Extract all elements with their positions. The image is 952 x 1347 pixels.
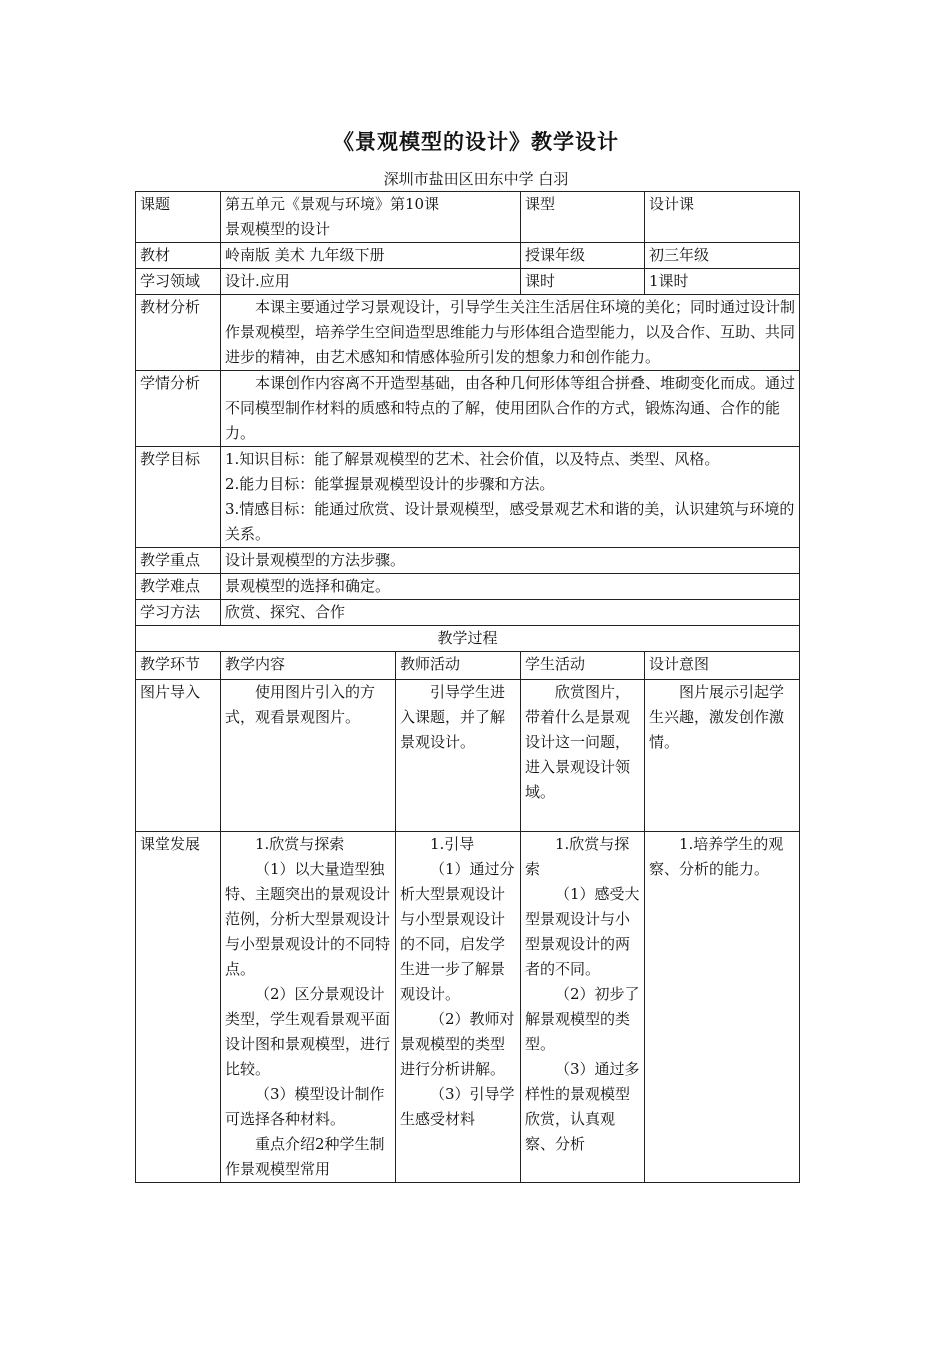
student-analysis-text: 本课创作内容离不开造型基础，由各种几何形体等组合拼叠、堆砌变化而成。通过不同模型制作材料的质感和特点的了解，使用团队合作的方式，锻炼沟通、合作的能力。 bbox=[221, 371, 800, 447]
textbook-analysis-label: 教材分析 bbox=[136, 295, 221, 371]
textbook-label: 教材 bbox=[136, 243, 221, 269]
teacher-paragraph: （1）通过分析大型景观设计与小型景观设计的不同，启发学生进一步了解景观设计。 bbox=[400, 860, 515, 1003]
goal-item: 2.能力目标：能掌握景观模型设计的步骤和方法。 bbox=[225, 475, 555, 493]
content-paragraph: 重点介绍2种学生制作景观模型常用 bbox=[225, 1135, 385, 1178]
process-header: 设计意图 bbox=[645, 652, 800, 680]
textbook-value: 岭南版 美术 九年级下册 bbox=[221, 243, 521, 269]
methods-label: 学习方法 bbox=[136, 600, 221, 626]
student-paragraph: （1）感受大型景观设计与小型景观设计的两者的不同。 bbox=[525, 885, 640, 978]
process-title: 教学过程 bbox=[136, 626, 800, 652]
student-cell bbox=[521, 832, 645, 1183]
grade-label: 授课年级 bbox=[521, 243, 645, 269]
topic-value bbox=[221, 192, 521, 243]
student-cell: 欣赏图片，带着什么是景观设计这一问题，进入景观设计领域。 bbox=[521, 680, 645, 832]
intent-paragraph: 1.培养学生的观察、分析的能力。 bbox=[649, 835, 784, 878]
key-points-label: 教学重点 bbox=[136, 548, 221, 574]
goal-item: 3.情感目标：能通过欣赏、设计景观模型，感受景观艺术和谐的美，认识建筑与环境的关系。 bbox=[225, 500, 795, 543]
key-points-value: 设计景观模型的方法步骤。 bbox=[221, 548, 800, 574]
content-paragraph: （2）区分景观设计类型，学生观看景观平面设计图和景观模型，进行比较。 bbox=[225, 985, 391, 1078]
grade-value: 初三年级 bbox=[645, 243, 800, 269]
goal-item: 1.知识目标：能了解景观模型的艺术、社会价值，以及特点、类型、风格。 bbox=[225, 450, 720, 468]
difficulty-value: 景观模型的选择和确定。 bbox=[221, 574, 800, 600]
student-analysis-label: 学情分析 bbox=[136, 371, 221, 447]
page-title: 《景观模型的设计》教学设计 bbox=[333, 130, 619, 154]
intent-cell: 图片展示引起学生兴趣，激发创作激情。 bbox=[645, 680, 800, 832]
student-paragraph: （3）通过多样性的景观模型欣赏，认真观察、分析 bbox=[525, 1060, 640, 1153]
stage-cell: 图片导入 bbox=[136, 680, 221, 832]
topic-label: 课题 bbox=[136, 192, 221, 243]
difficulty-label: 教学难点 bbox=[136, 574, 221, 600]
lesson-plan-table-body bbox=[135, 191, 800, 1183]
type-value: 设计课 bbox=[645, 192, 800, 243]
teacher-paragraph: 1.引导 bbox=[430, 835, 475, 853]
textbook-analysis-text: 本课主要通过学习景观设计，引导学生关注生活居住环境的美化；同时通过设计制作景观模型，培养学生空间造型思维能力与形体组合造型能力，以及合作、互助、共同进步的精神，由艺术感知和情感体验所引发的想象力和创作能力。 bbox=[221, 295, 800, 371]
content-cell: 使用图片引入的方式，观看景观图片。 bbox=[221, 680, 396, 832]
student-paragraph: （2）初步了解景观模型的类型。 bbox=[525, 985, 640, 1053]
process-header: 教师活动 bbox=[396, 652, 521, 680]
content-cell bbox=[221, 832, 396, 1183]
methods-value: 欣赏、探究、合作 bbox=[221, 600, 800, 626]
type-label: 课型 bbox=[521, 192, 645, 243]
teacher-paragraph: （3）引导学生感受材料 bbox=[400, 1085, 515, 1128]
process-header: 教学环节 bbox=[136, 652, 221, 680]
author-line: 深圳市盐田区田东中学 白羽 bbox=[383, 170, 569, 188]
content-paragraph: （1）以大量造型独特、主题突出的景观设计范例，分析大型景观设计与小型景观设计的不同特点。 bbox=[225, 860, 391, 978]
field-label: 学习领域 bbox=[136, 269, 221, 295]
process-header: 学生活动 bbox=[521, 652, 645, 680]
topic-value-line1: 第五单元《景观与环境》第10课 bbox=[225, 195, 440, 213]
intent-cell bbox=[645, 832, 800, 1183]
teacher-paragraph: （2）教师对景观模型的类型进行分析讲解。 bbox=[400, 1010, 515, 1078]
content-paragraph: 1.欣赏与探索 bbox=[255, 835, 345, 853]
stage-cell: 课堂发展 bbox=[136, 832, 221, 1183]
teacher-cell: 引导学生进入课题，并了解景观设计。 bbox=[396, 680, 521, 832]
hours-value: 1课时 bbox=[645, 269, 800, 295]
goals-label: 教学目标 bbox=[136, 447, 221, 548]
student-paragraph: 1.欣赏与探索 bbox=[525, 835, 630, 878]
goals-list bbox=[221, 447, 800, 548]
hours-label: 课时 bbox=[521, 269, 645, 295]
topic-value-line2: 景观模型的设计 bbox=[225, 220, 331, 238]
field-value: 设计.应用 bbox=[221, 269, 521, 295]
teacher-cell bbox=[396, 832, 521, 1183]
content-paragraph: （3）模型设计制作可选择各种材料。 bbox=[225, 1085, 385, 1128]
process-header: 教学内容 bbox=[221, 652, 396, 680]
